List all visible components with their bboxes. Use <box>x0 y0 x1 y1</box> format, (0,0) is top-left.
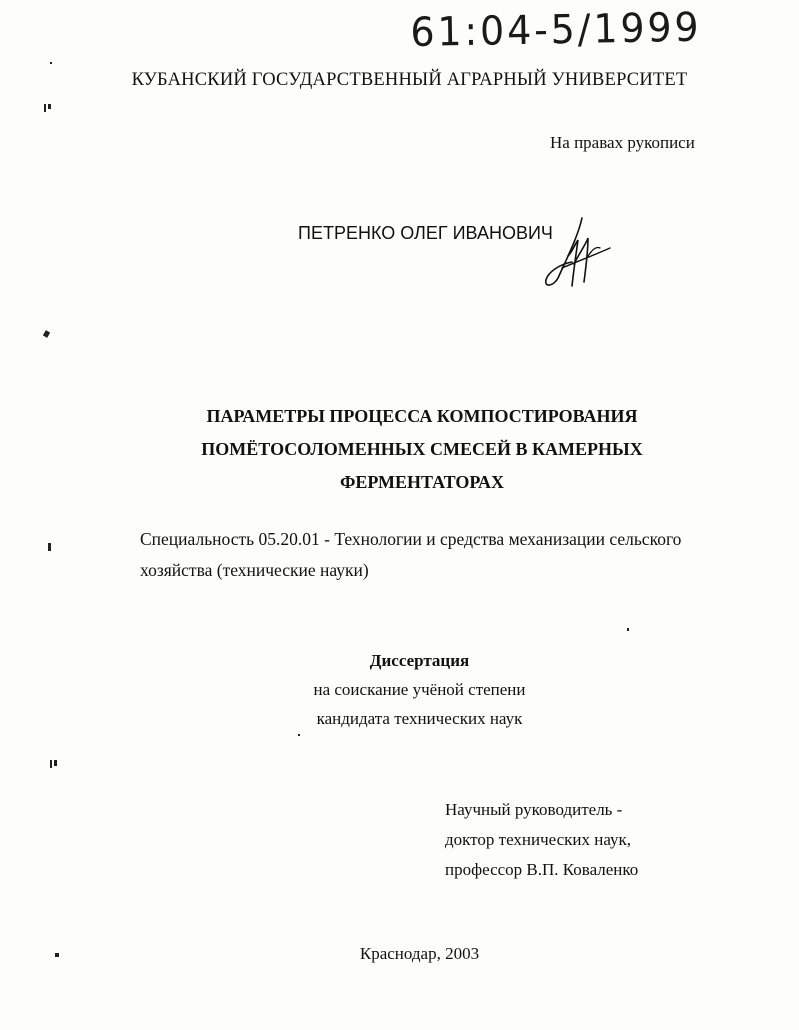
dissertation-title <box>0 400 799 499</box>
supervisor-line: профессор В.П. Коваленко <box>445 860 639 879</box>
specialty-line: хозяйства (технические науки) <box>140 560 369 580</box>
supervisor-line: Научный руководитель - <box>445 800 623 819</box>
university-name: КУБАНСКИЙ ГОСУДАРСТВЕННЫЙ АГРАРНЫЙ УНИВЕРСИТЕТ <box>131 70 688 90</box>
scan-mark <box>50 760 52 768</box>
city-year: Краснодар, 2003 <box>359 944 480 963</box>
archive-stamp: 61:04-5/1999 <box>410 4 702 56</box>
scan-mark <box>627 628 629 631</box>
author-name: ПЕТРЕНКО ОЛЕГ ИВАНОВИЧ <box>298 223 553 243</box>
dissertation-line: на соискание учёной степени <box>313 680 526 699</box>
scan-mark <box>54 760 57 766</box>
signature-icon <box>538 216 618 296</box>
dissertation-block <box>0 646 799 733</box>
specialty-text <box>140 524 681 586</box>
scan-mark <box>48 104 51 109</box>
scan-mark <box>44 104 46 112</box>
supervisor-block <box>445 795 638 885</box>
supervisor-line: доктор технических наук, <box>445 830 632 849</box>
scan-mark <box>48 543 51 551</box>
title-line: ПОМЁТОСОЛОМЕННЫХ СМЕСЕЙ В КАМЕРНЫХ <box>201 439 643 459</box>
scan-mark <box>43 330 50 338</box>
title-line: ФЕРМЕНТАТОРАХ <box>339 472 505 492</box>
title-line: ПАРАМЕТРЫ ПРОЦЕССА КОМПОСТИРОВАНИЯ <box>206 406 638 426</box>
scan-mark <box>50 62 52 64</box>
manuscript-note: На правах рукописи <box>550 133 695 152</box>
dissertation-heading: Диссертация <box>369 651 470 670</box>
dissertation-line: кандидата технических наук <box>316 709 523 728</box>
scan-mark <box>298 734 300 736</box>
specialty-line: Специальность 05.20.01 - Технологии и средства механизации сельского <box>140 529 682 549</box>
scan-mark <box>55 953 59 957</box>
